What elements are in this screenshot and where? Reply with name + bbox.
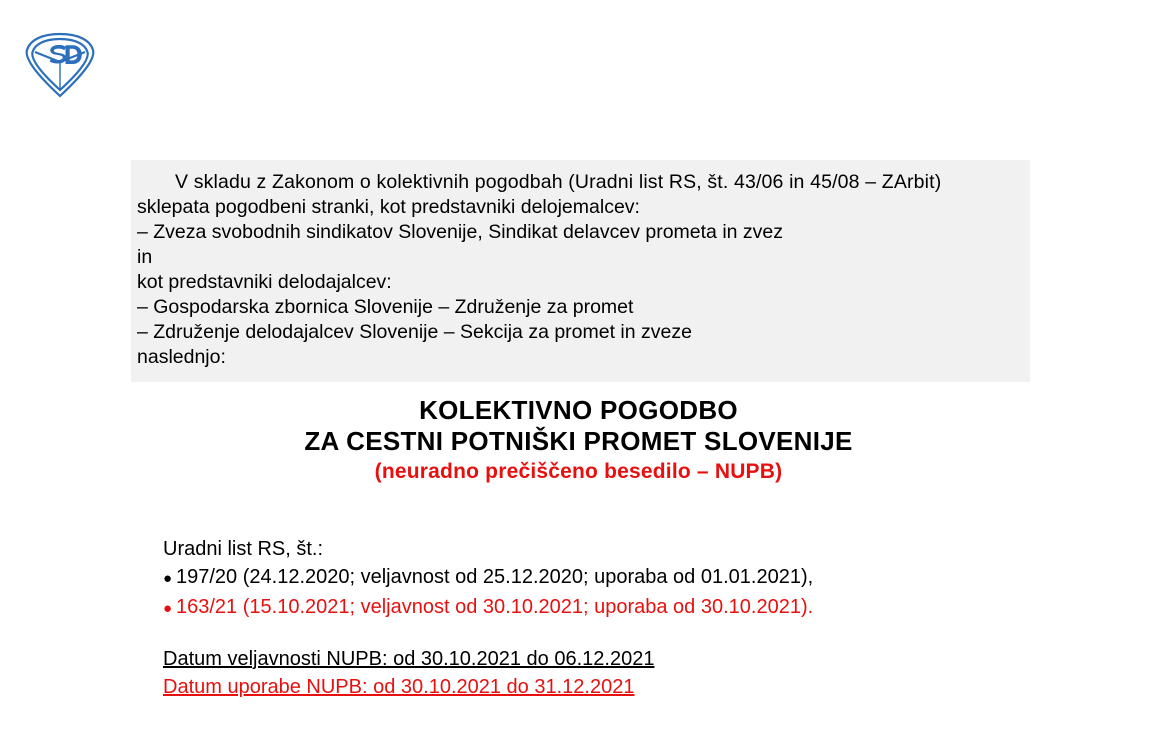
intro-line: – Gospodarska zbornica Slovenije – Združenje za promet [137, 296, 634, 318]
page-title-line-1: KOLEKTIVNO POGODBO [419, 395, 738, 425]
page-title-line-2: ZA CESTNI POTNIŠKI PROMET SLOVENIJE [304, 426, 853, 456]
intro-paragraph-block [131, 160, 1030, 382]
list-item [163, 593, 1043, 623]
intro-line: kot predstavniki delodajalcev: [137, 271, 392, 293]
validity-row [163, 646, 1043, 674]
gazette-label: Uradni list RS, št.: [163, 538, 324, 560]
sd-shield-logo-icon [22, 30, 98, 100]
intro-line: in [137, 246, 153, 268]
gazette-item-text: 163/21 (15.10.2021; veljavnost od 30.10.2021; uporaba od 30.10.2021). [176, 596, 814, 618]
page-subtitle: (neuradno prečiščeno besedilo – NUPB) [374, 460, 783, 483]
gazette-item-text: 197/20 (24.12.2020; veljavnost od 25.12.2020; uporaba od 01.01.2021), [176, 566, 814, 588]
gazette-reference-block [163, 536, 1043, 623]
intro-line: naslednjo: [137, 346, 226, 368]
list-item [163, 563, 1043, 593]
intro-line: – Združenje delodajalcev Slovenije – Sekcija za promet in zveze [137, 321, 692, 343]
validity-row [163, 674, 1043, 702]
validity-block [163, 646, 1043, 702]
document-title-block [0, 395, 1157, 486]
intro-line: V skladu z Zakonom o kolektivnih pogodbah (Uradni list RS, št. 43/06 in 45/08 – ZArbit) [175, 171, 942, 193]
bullet-icon: ● [163, 600, 173, 617]
intro-line: sklepata pogodbeni stranki, kot predstavniki delojemalcev: [137, 196, 640, 218]
validity-date-line: Datum veljavnosti NUPB: od 30.10.2021 do 06.12.2021 [163, 648, 655, 670]
bullet-icon: ● [163, 570, 173, 587]
usage-date-line: Datum uporabe NUPB: od 30.10.2021 do 31.12.2021 [163, 676, 635, 698]
intro-line: – Zveza svobodnih sindikatov Slovenije, Sindikat delavcev prometa in zvez [137, 221, 784, 243]
